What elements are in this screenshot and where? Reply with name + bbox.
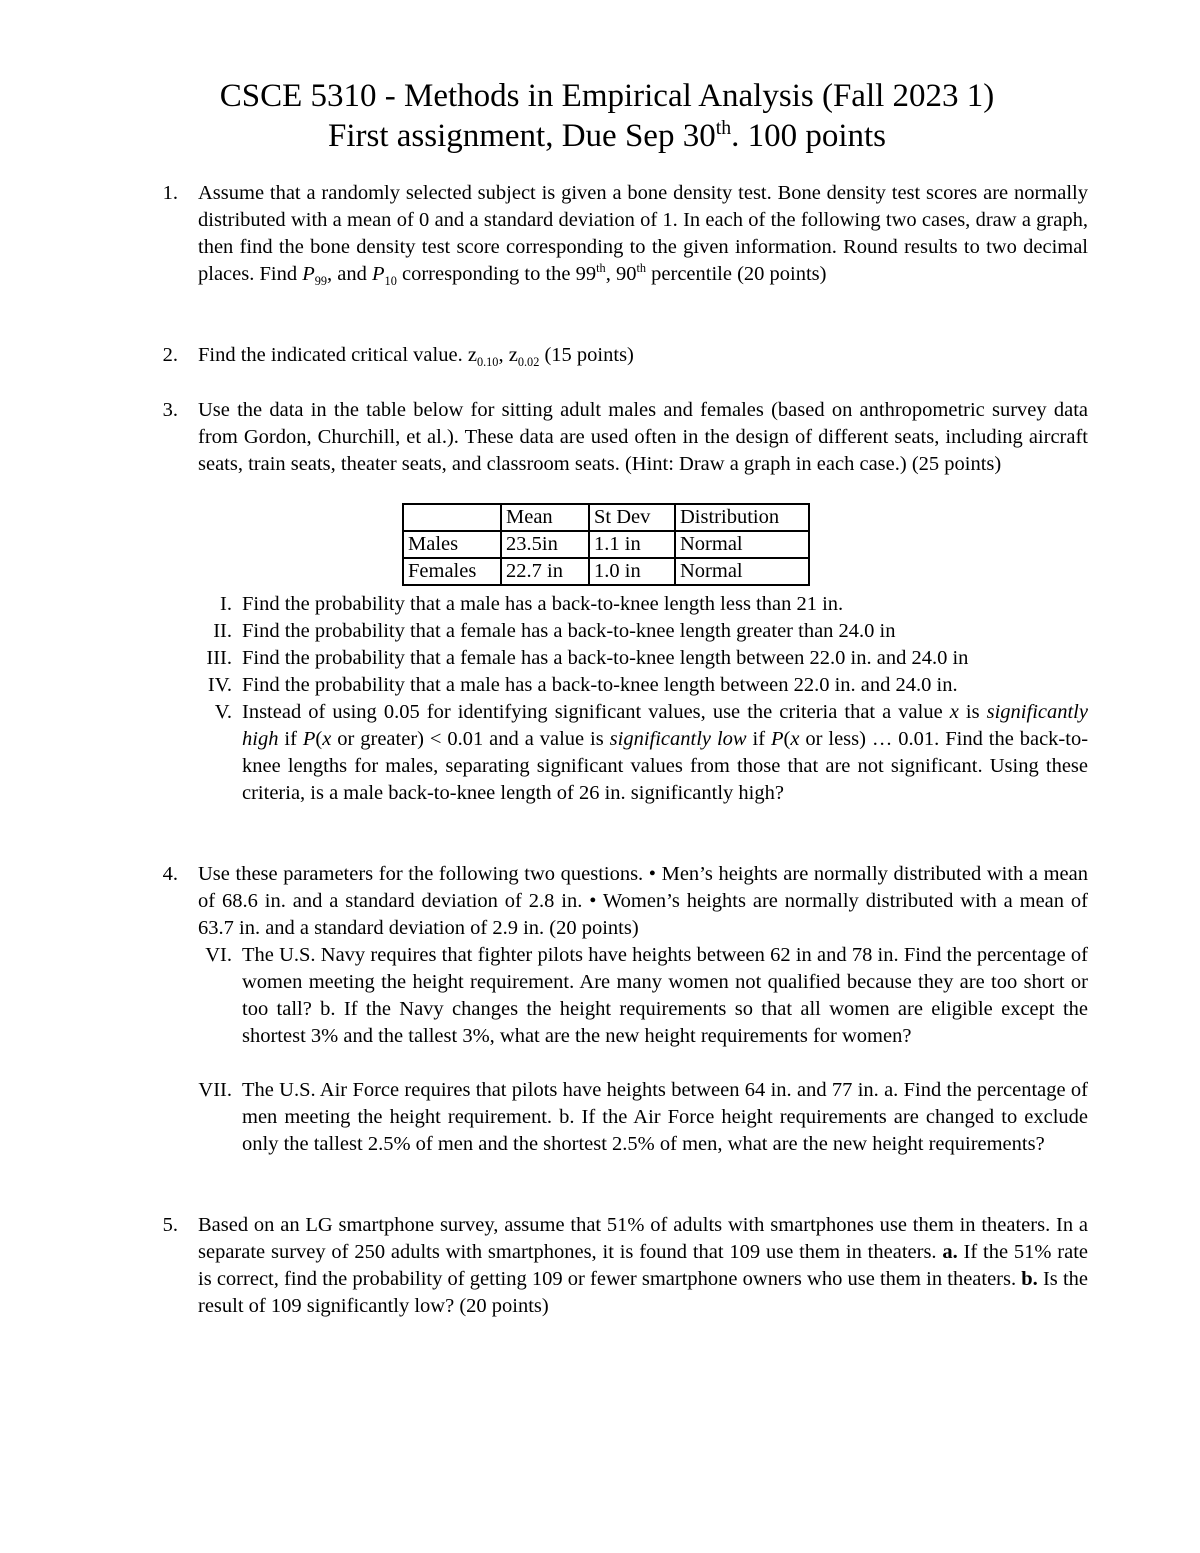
subquestion-text: The U.S. Navy requires that fighter pilots have heights between 62 in and 78 in. Find the percentage of women meeting the height requirement. Are many women not qualified because they are too short or too tall? b. If the Navy changes the height requirements so that all women are eligible except the shortest 3% and the tallest 3%, what are the new height requirements for women? bbox=[242, 944, 1088, 1047]
table-header-cell: Mean bbox=[501, 504, 589, 531]
question-3-number: 3. bbox=[162, 399, 178, 421]
subquestion-number: VI. bbox=[205, 944, 232, 966]
subquestion-text: Find the probability that a female has a back-to-knee length between 22.0 in. and 24.0 in bbox=[242, 647, 969, 669]
subquestion-number: VII. bbox=[198, 1079, 232, 1101]
table-header-row bbox=[403, 504, 809, 531]
measurements-table bbox=[402, 503, 810, 586]
table-row bbox=[403, 558, 809, 585]
question-4-text: Use these parameters for the following two questions. • Men’s heights are normally distributed with a mean of 68.6 in. and a standard deviation of 2.8 in. • Women’s heights are normally distributed with a mean of 63.7 in. and a standard deviation of 2.9 in. (20 points) bbox=[198, 863, 1088, 939]
table-cell: Normal bbox=[675, 558, 809, 585]
document-title: CSCE 5310 - Methods in Empirical Analysis (Fall 2023 1) bbox=[219, 78, 995, 114]
subquestion-text: Find the probability that a female has a back-to-knee length greater than 24.0 in bbox=[242, 620, 896, 642]
subquestion-number: IV. bbox=[207, 674, 232, 696]
table-header-cell: St Dev bbox=[589, 504, 675, 531]
question-4-number: 4. bbox=[162, 863, 178, 885]
table-cell: Females bbox=[403, 558, 501, 585]
subquestion-text: Instead of using 0.05 for identifying significant values, use the criteria that a value x is significantly high if P(x or greater) < 0.01 and a value is significantly low if P(x or less) … 0.01. Find the back-to-knee lengths for males, separating significant values from those that are not significant. Using these criteria, is a male back-to-knee length of 26 in. significantly high? bbox=[242, 701, 1089, 804]
subtitle-text: First assignment, Due Sep 30 bbox=[327, 118, 716, 154]
subquestion-number: I. bbox=[220, 593, 232, 615]
subtitle-points: . 100 points bbox=[731, 118, 887, 154]
document-subtitle bbox=[0, 116, 1200, 156]
table-cell: Males bbox=[403, 531, 501, 558]
question-3-text: Use the data in the table below for sitting adult males and females (based on anthropometric survey data from Gordon, Churchill, et al.). These data are used often in the design of different seats, including aircraft seats, train seats, theater seats, and classroom seats. (Hint: Draw a graph in each case.) (25 points) bbox=[198, 399, 1088, 475]
table-cell: Normal bbox=[675, 531, 809, 558]
subquestion-number: V. bbox=[214, 701, 232, 723]
table-row bbox=[403, 531, 809, 558]
table-header-cell: Distribution bbox=[675, 504, 809, 531]
question-1-text: Assume that a randomly selected subject is given a bone density test. Bone density test scores are normally distributed with a mean of 0 and a standard deviation of 1. In each of the following two cases, draw a graph, then find the bone density test score corresponding to the given information. Round results to two decimal places. Find $P_{99}$, and $P_{10}$ corresponding to the 99th, 90th percentile (20 points) bbox=[198, 182, 1088, 289]
question-5-text: Based on an LG smartphone survey, assume that 51% of adults with smartphones use them in theaters. In a separate survey of 250 adults with smartphones, it is found that 109 use them in theaters. a. If the 51% rate is correct, find the probability of getting 109 or fewer smartphone owners who use them in theaters. b. Is the result of 109 significantly low? (20 points) bbox=[198, 1214, 1088, 1317]
subquestion-text: Find the probability that a male has a back-to-knee length between 22.0 in. and 24.0 in. bbox=[242, 674, 958, 696]
subquestion-number: II. bbox=[213, 620, 232, 642]
table-header-cell bbox=[403, 504, 501, 531]
subquestion-number: III. bbox=[206, 647, 232, 669]
table-cell: 1.0 in bbox=[589, 558, 675, 585]
subquestion-text: The U.S. Air Force requires that pilots have heights between 64 in. and 77 in. a. Find the percentage of men meeting the height requirement. b. If the Air Force height requirements are changed to exclude only the tallest 2.5% of men and the shortest 2.5% of men, what are the new height requirements? bbox=[242, 1079, 1088, 1155]
table-cell: 1.1 in bbox=[589, 531, 675, 558]
table-cell: 23.5in bbox=[501, 531, 589, 558]
question-5-number: 5. bbox=[162, 1214, 178, 1236]
question-1-number: 1. bbox=[162, 182, 178, 204]
question-2-text: Find the indicated critical value. $z_{0.10}$, $z_{0.02}$ (15 points) bbox=[198, 344, 634, 370]
subtitle-sup: th bbox=[715, 117, 732, 139]
subquestion-text: Find the probability that a male has a back-to-knee length less than 21 in. bbox=[242, 593, 844, 615]
table-cell: 22.7 in bbox=[501, 558, 589, 585]
question-2-number: 2. bbox=[162, 344, 178, 366]
